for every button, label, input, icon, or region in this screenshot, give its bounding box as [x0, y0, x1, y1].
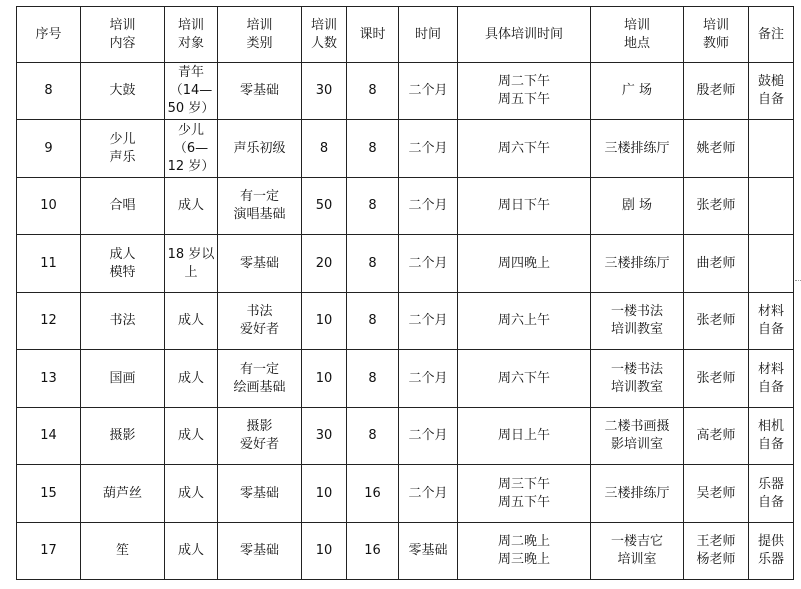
- cell-line: 二个月: [408, 485, 448, 501]
- cell-category: [218, 235, 302, 293]
- table-row: [17, 293, 794, 350]
- cell-line: 影培训室: [610, 437, 663, 452]
- cell-line: 材料: [757, 304, 784, 319]
- cell-line: 一楼书法: [610, 361, 663, 377]
- cell-line: 摄影: [109, 428, 136, 443]
- cell-count: 50: [302, 178, 347, 235]
- cell-line: 绘画基础: [233, 379, 286, 395]
- cell-line: 相机: [757, 419, 784, 434]
- cell-no: 10: [17, 178, 81, 235]
- training-course-table: [16, 6, 794, 580]
- cell-category: [218, 120, 302, 178]
- cell-hours: 8: [347, 120, 399, 178]
- table-row: [17, 350, 794, 408]
- cell-line: 合唱: [109, 198, 136, 213]
- cell-remarks: [749, 120, 794, 178]
- cell-line: 周五下午: [497, 92, 550, 107]
- cell-target: [165, 63, 218, 120]
- cell-content: [81, 63, 165, 120]
- column-header-category: [218, 7, 302, 63]
- cell-no: 13: [17, 350, 81, 408]
- cell-target: [165, 293, 218, 350]
- cell-hours: 16: [347, 465, 399, 523]
- cell-line: 一楼吉它: [610, 534, 663, 549]
- cell-line: 零基础: [239, 255, 279, 271]
- cell-line: 人数: [310, 35, 337, 51]
- cell-line: 自备: [757, 379, 784, 395]
- cell-content: [81, 235, 165, 293]
- cell-line: 周四晚上: [497, 255, 550, 271]
- table-body: [17, 63, 794, 580]
- cell-line: 成人: [177, 485, 204, 501]
- cell-duration: [399, 350, 458, 408]
- cell-duration: [399, 178, 458, 235]
- cell-no: 12: [17, 293, 81, 350]
- cell-count: 30: [302, 408, 347, 465]
- cell-remarks: [749, 235, 794, 293]
- cell-line: 材料: [757, 361, 784, 377]
- cell-line: 培训: [177, 17, 204, 33]
- cell-line: 培训: [246, 17, 273, 33]
- cell-line: 培训: [109, 17, 136, 33]
- cell-line: 成人: [177, 428, 204, 443]
- cell-hours: 8: [347, 350, 399, 408]
- cell-target: [165, 120, 218, 178]
- table-row: [17, 408, 794, 465]
- cell-category: [218, 523, 302, 580]
- cell-line: 备注: [757, 26, 784, 42]
- cell-teacher: [684, 350, 749, 408]
- cell-duration: [399, 523, 458, 580]
- cell-hours: 8: [347, 178, 399, 235]
- cell-line: 二个月: [408, 255, 448, 271]
- cell-line: 零基础: [408, 543, 448, 558]
- cell-schedule: [458, 408, 591, 465]
- cell-line: 50 岁）: [167, 101, 215, 116]
- column-header-remarks: [749, 7, 794, 63]
- cell-remarks: [749, 408, 794, 465]
- cell-line: 周二下午: [497, 74, 550, 89]
- column-header-teacher: [684, 7, 749, 63]
- cell-line: 少儿: [177, 122, 204, 138]
- table-row: [17, 523, 794, 580]
- cell-remarks: [749, 465, 794, 523]
- cell-line: 吴老师: [696, 485, 736, 501]
- cell-line: 二个月: [408, 428, 448, 443]
- cell-line: 内容: [109, 35, 136, 51]
- cell-location: [591, 120, 684, 178]
- cell-line: 模特: [109, 264, 136, 280]
- cell-count: 20: [302, 235, 347, 293]
- column-header-target: [165, 7, 218, 63]
- cell-schedule: [458, 465, 591, 523]
- cell-line: 自备: [757, 437, 784, 452]
- cell-content: [81, 350, 165, 408]
- cell-line: 三楼排练厅: [604, 140, 670, 156]
- cell-line: 零基础: [239, 83, 279, 98]
- cell-schedule: [458, 63, 591, 120]
- cell-category: [218, 293, 302, 350]
- cell-location: [591, 523, 684, 580]
- cell-duration: [399, 408, 458, 465]
- cell-hours: 8: [347, 63, 399, 120]
- cell-line: （14—: [169, 83, 213, 98]
- cell-line: 演唱基础: [233, 207, 286, 222]
- cell-location: [591, 465, 684, 523]
- cell-line: 曲老师: [696, 255, 736, 271]
- cell-line: 三楼排练厅: [604, 485, 670, 501]
- cell-teacher: [684, 293, 749, 350]
- cell-line: 周日下午: [497, 198, 550, 213]
- cell-line: 三楼排练厅: [604, 255, 670, 271]
- cell-location: [591, 350, 684, 408]
- cell-duration: [399, 465, 458, 523]
- cell-line: 成人: [177, 370, 204, 386]
- cell-count: 10: [302, 465, 347, 523]
- cell-line: 剧 场: [621, 198, 653, 213]
- cell-content: [81, 408, 165, 465]
- cell-location: [591, 235, 684, 293]
- cell-content: [81, 523, 165, 580]
- cell-line: 周三晚上: [497, 552, 550, 567]
- cell-line: 类别: [246, 35, 273, 51]
- cell-schedule: [458, 178, 591, 235]
- cell-target: [165, 235, 218, 293]
- cell-line: 大鼓: [109, 83, 136, 98]
- cell-line: 12 岁）: [167, 158, 215, 174]
- cell-no: 8: [17, 63, 81, 120]
- cell-target: [165, 408, 218, 465]
- cell-remarks: [749, 523, 794, 580]
- cell-line: 周五下午: [497, 494, 550, 510]
- cell-teacher: [684, 408, 749, 465]
- cell-line: 有一定: [239, 189, 279, 204]
- cell-line: 对象: [177, 35, 204, 51]
- cell-line: 自备: [757, 92, 784, 107]
- column-header-count: [302, 7, 347, 63]
- cell-line: 成人: [109, 246, 136, 262]
- cell-duration: [399, 120, 458, 178]
- cell-line: 课时: [359, 26, 386, 42]
- cell-line: 爱好者: [239, 437, 279, 452]
- cell-line: 自备: [757, 322, 784, 337]
- cell-target: [165, 523, 218, 580]
- cell-content: [81, 120, 165, 178]
- cell-location: [591, 408, 684, 465]
- cell-line: 成人: [177, 313, 204, 328]
- column-header-schedule: [458, 7, 591, 63]
- page-edge-mark: [795, 280, 801, 282]
- cell-line: 爱好者: [239, 322, 279, 337]
- cell-line: 摄影: [246, 419, 273, 434]
- cell-line: 培训: [702, 17, 729, 33]
- cell-hours: 16: [347, 523, 399, 580]
- cell-line: 二个月: [408, 140, 448, 156]
- cell-line: 二个月: [408, 198, 448, 213]
- cell-line: 乐器: [757, 476, 784, 492]
- cell-teacher: [684, 63, 749, 120]
- cell-content: [81, 293, 165, 350]
- cell-no: 15: [17, 465, 81, 523]
- cell-line: 18 岁以: [167, 246, 215, 262]
- cell-remarks: [749, 350, 794, 408]
- table-row: [17, 178, 794, 235]
- table-row: [17, 465, 794, 523]
- cell-teacher: [684, 120, 749, 178]
- cell-teacher: [684, 465, 749, 523]
- cell-line: 周六下午: [497, 370, 550, 386]
- cell-line: 王老师: [696, 534, 736, 549]
- cell-line: 教师: [702, 35, 729, 51]
- cell-line: 声乐: [109, 149, 136, 165]
- cell-category: [218, 178, 302, 235]
- cell-line: 杨老师: [696, 552, 736, 567]
- cell-count: 30: [302, 63, 347, 120]
- cell-line: 培训: [623, 17, 650, 33]
- cell-category: [218, 408, 302, 465]
- cell-hours: 8: [347, 235, 399, 293]
- cell-location: [591, 293, 684, 350]
- cell-line: 培训教室: [610, 322, 663, 337]
- cell-location: [591, 63, 684, 120]
- cell-schedule: [458, 350, 591, 408]
- cell-no: 14: [17, 408, 81, 465]
- cell-category: [218, 63, 302, 120]
- cell-line: 张老师: [696, 313, 736, 328]
- cell-line: 有一定: [239, 361, 279, 377]
- cell-line: 高老师: [696, 428, 736, 443]
- cell-line: 培训室: [617, 552, 657, 567]
- column-header-duration: [399, 7, 458, 63]
- cell-count: 10: [302, 350, 347, 408]
- cell-line: 零基础: [239, 543, 279, 558]
- cell-line: 周六上午: [497, 313, 550, 328]
- cell-content: [81, 178, 165, 235]
- table-header-row: [17, 7, 794, 63]
- cell-line: 培训教室: [610, 379, 663, 395]
- cell-line: 序号: [35, 26, 62, 42]
- cell-schedule: [458, 120, 591, 178]
- cell-line: 成人: [177, 198, 204, 213]
- cell-count: 8: [302, 120, 347, 178]
- cell-line: （6—: [173, 140, 209, 156]
- cell-line: 二个月: [408, 313, 448, 328]
- cell-line: 一楼书法: [610, 304, 663, 319]
- cell-line: 二楼书画摄: [604, 419, 670, 434]
- cell-line: 具体培训时间: [484, 26, 563, 42]
- cell-count: 10: [302, 523, 347, 580]
- cell-remarks: [749, 63, 794, 120]
- cell-line: 提供: [757, 534, 784, 549]
- cell-remarks: [749, 293, 794, 350]
- cell-line: 周三下午: [497, 476, 550, 492]
- column-header-location: [591, 7, 684, 63]
- cell-line: 广 场: [621, 83, 653, 98]
- cell-teacher: [684, 523, 749, 580]
- cell-line: 培训: [310, 17, 337, 33]
- cell-line: 自备: [757, 494, 784, 510]
- table-row: [17, 63, 794, 120]
- cell-no: 9: [17, 120, 81, 178]
- cell-line: 上: [184, 264, 198, 280]
- cell-line: 青年: [177, 65, 204, 80]
- cell-line: 乐器: [757, 552, 784, 567]
- cell-category: [218, 350, 302, 408]
- cell-line: 国画: [109, 370, 136, 386]
- cell-line: 姚老师: [696, 140, 736, 156]
- cell-line: 葫芦丝: [102, 485, 142, 501]
- cell-line: 笙: [115, 543, 129, 558]
- cell-hours: 8: [347, 293, 399, 350]
- cell-line: 殷老师: [696, 83, 736, 98]
- cell-line: 二个月: [408, 370, 448, 386]
- cell-line: 书法: [246, 304, 273, 319]
- cell-no: 17: [17, 523, 81, 580]
- cell-line: 张老师: [696, 370, 736, 386]
- cell-line: 鼓槌: [757, 74, 784, 89]
- cell-line: 时间: [414, 26, 441, 42]
- cell-line: 地点: [623, 35, 650, 51]
- cell-teacher: [684, 235, 749, 293]
- cell-line: 周二晚上: [497, 534, 550, 549]
- cell-line: 书法: [109, 313, 136, 328]
- cell-teacher: [684, 178, 749, 235]
- cell-line: 二个月: [408, 83, 448, 98]
- cell-schedule: [458, 523, 591, 580]
- cell-line: 零基础: [239, 485, 279, 501]
- column-header-content: [81, 7, 165, 63]
- cell-target: [165, 350, 218, 408]
- cell-duration: [399, 293, 458, 350]
- cell-content: [81, 465, 165, 523]
- cell-line: 周日上午: [497, 428, 550, 443]
- table-row: [17, 235, 794, 293]
- cell-target: [165, 178, 218, 235]
- cell-count: 10: [302, 293, 347, 350]
- cell-no: 11: [17, 235, 81, 293]
- column-header-no: [17, 7, 81, 63]
- cell-duration: [399, 63, 458, 120]
- cell-target: [165, 465, 218, 523]
- cell-category: [218, 465, 302, 523]
- column-header-hours: [347, 7, 399, 63]
- cell-location: [591, 178, 684, 235]
- cell-schedule: [458, 235, 591, 293]
- cell-line: 成人: [177, 543, 204, 558]
- cell-line: 少儿: [109, 131, 136, 147]
- cell-schedule: [458, 293, 591, 350]
- cell-hours: 8: [347, 408, 399, 465]
- cell-duration: [399, 235, 458, 293]
- cell-line: 张老师: [696, 198, 736, 213]
- table-row: [17, 120, 794, 178]
- cell-line: 声乐初级: [233, 140, 286, 156]
- cell-line: 周六下午: [497, 140, 550, 156]
- cell-remarks: [749, 178, 794, 235]
